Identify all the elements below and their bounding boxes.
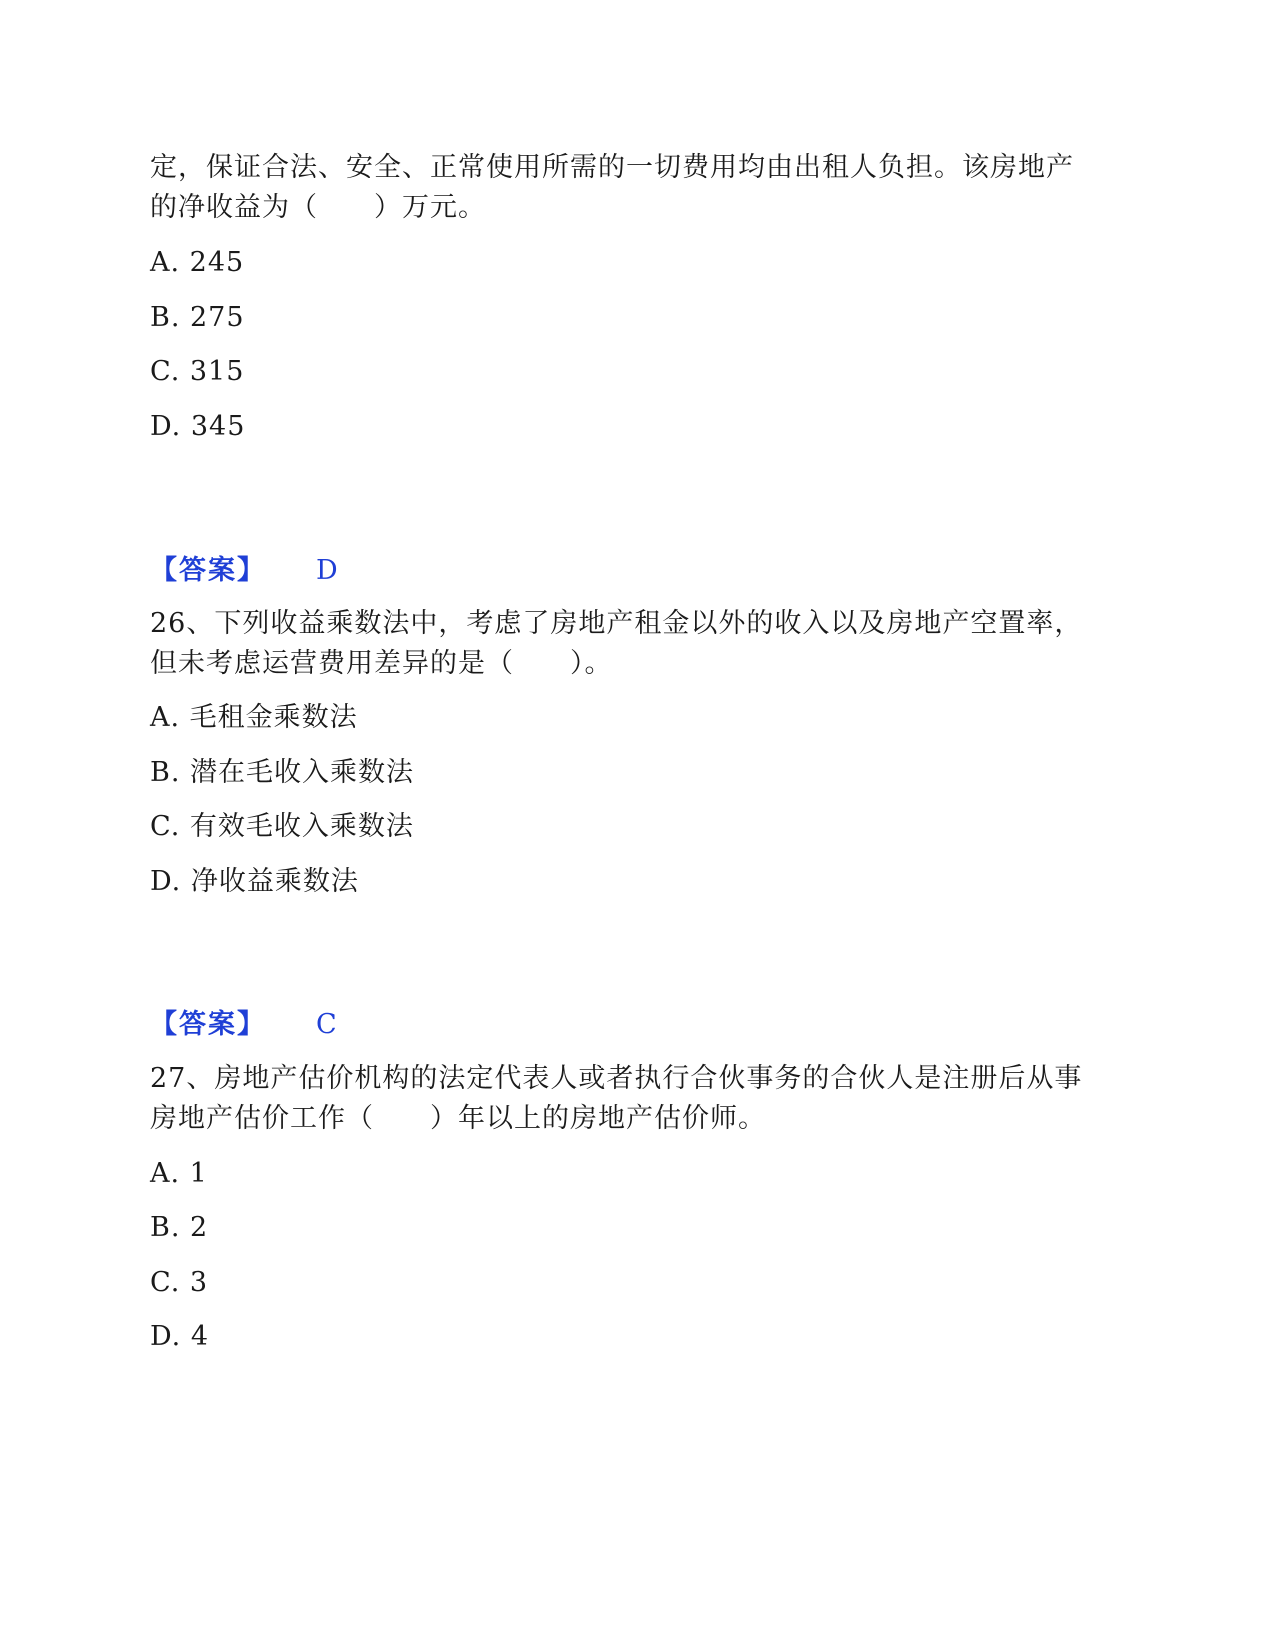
q25-answer [150,551,338,591]
q25-option-b: B. 275 [150,302,245,333]
q26-stem-line-1: 26、下列收益乘数法中，考虑了房地产租金以外的收入以及房地产空置率， [150,608,1083,639]
q26-answer-value: C [316,1009,337,1040]
q27-option-b: B. 2 [150,1212,209,1243]
q27-option-c: C. 3 [150,1267,209,1298]
q26-option-d: D. 净收益乘数法 [150,866,359,897]
q25-stem-line-2: 的净收益为（ ）万元。 [150,192,486,223]
q26-stem-line-2: 但未考虑运营费用差异的是（ ）。 [150,648,613,679]
q27-stem-line-1: 27、房地产估价机构的法定代表人或者执行合伙事务的合伙人是注册后从事 [150,1063,1083,1094]
q27-option-a: A. 1 [150,1158,208,1189]
q27-stem-line-2: 房地产估价工作（ ）年以上的房地产估价师。 [150,1103,766,1134]
q26-option-a: A. 毛租金乘数法 [150,702,358,733]
q26-answer-label: 【答案】 [150,1009,266,1040]
q25-stem-line-1: 定，保证合法、安全、正常使用所需的一切费用均由出租人负担。该房地产 [150,152,1074,183]
q26-option-b: B. 潜在毛收入乘数法 [150,757,415,788]
q25-answer-label: 【答案】 [150,555,266,586]
q27-option-d: D. 4 [150,1321,210,1352]
q25-option-d: D. 345 [150,411,246,442]
q26-option-c: C. 有效毛收入乘数法 [150,811,414,842]
q26-answer [150,1005,337,1045]
q25-option-c: C. 315 [150,356,245,387]
q25-answer-value: D [316,555,338,586]
q25-option-a: A. 245 [150,247,245,278]
